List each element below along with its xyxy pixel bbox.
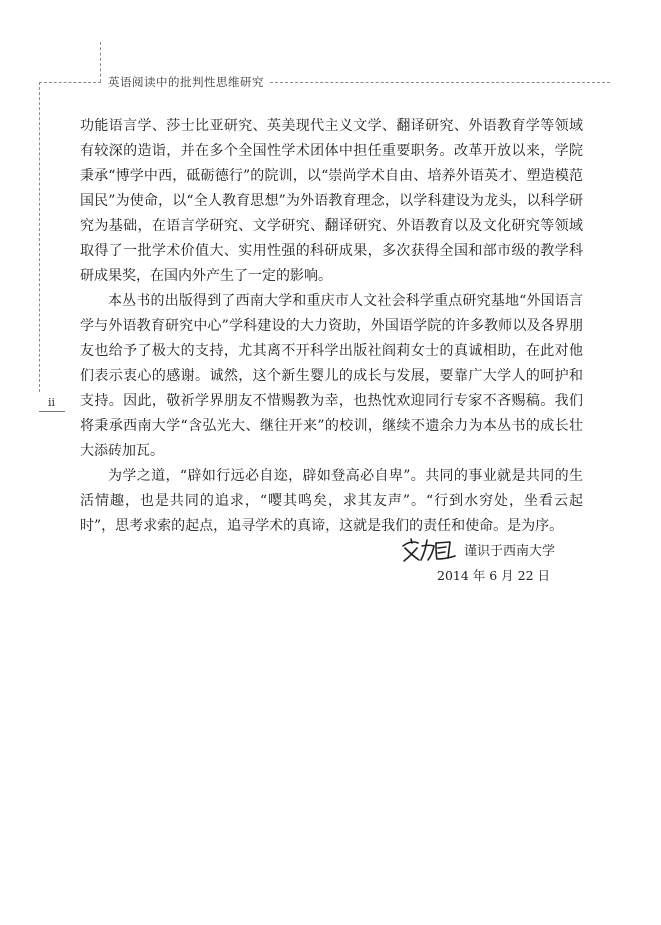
page-number: ii xyxy=(48,396,56,409)
signature-block xyxy=(400,534,555,564)
preface-body xyxy=(80,114,583,539)
paragraph-acknowledgements: 本丛书的出版得到了西南大学和重庆市人文社会科学重点研究基地“外国语言学与外语教育研究中心”学科建设的大力资助，外国语学院的许多教师以及各界朋友也给予了极大的支持，尤其离不开科学出版社阎莉女士的真诚相助，在此对他们表示衷心的感谢。诚然，这个新生婴儿的成长与发展，要靠广大学人的呵护和支持。因此，敬祈学界朋友不惜赐教为幸，也热忱欢迎同行专家不吝赐稿。我们将秉承西南大学“含弘光大、继往开来”的校训，继续不遗余力为本丛书的成长壮大添砖加瓦。 xyxy=(80,293,583,459)
paragraph-closing: 为学之道，“辟如行远必自迩，辟如登高必自卑”。共同的事业就是共同的生活情趣，也是共同的追求，“嘤其鸣矣，求其友声”。“行到水穷处，坐看云起时”，思考求索的起点，追寻学术的真谛，这就是我们的责任和使命。是为序。 xyxy=(80,468,583,534)
frame-dash-horizontal-right xyxy=(270,82,610,83)
frame-dash-vertical-left xyxy=(39,82,40,392)
running-header-title: 英语阅读中的批判性思维研究 xyxy=(108,74,268,90)
page-number-rule xyxy=(39,411,65,412)
paragraph-continued: 功能语言学、莎士比亚研究、英美现代主义文学、翻译研究、外语教育学等领域有较深的造诣，并在多个全国性学术团体中担任重要职务。改革开放以来，学院秉承“博学中西，砥砺德行”的院训，以“崇尚学术自由、培养外语英才、塑造模范国民”为使命，以“全人教育思想”为外语教育理念，以学科建设为龙头，以科学研究为基础，在语言学研究、文学研究、翻译研究、外语教育以及文化研究等领域取得了一批学术价值大、实用性强的科研成果，多次获得全国和部市级的教学科研成果奖，在国内外产生了一定的影响。 xyxy=(80,118,583,284)
frame-dash-vertical-top xyxy=(100,42,101,82)
signature-affiliation: 谨识于西南大学 xyxy=(464,543,556,559)
frame-dash-horizontal-left xyxy=(39,82,101,83)
handwritten-signature xyxy=(400,534,458,564)
signature-date: 2014 年 6 月 22 日 xyxy=(437,568,551,583)
